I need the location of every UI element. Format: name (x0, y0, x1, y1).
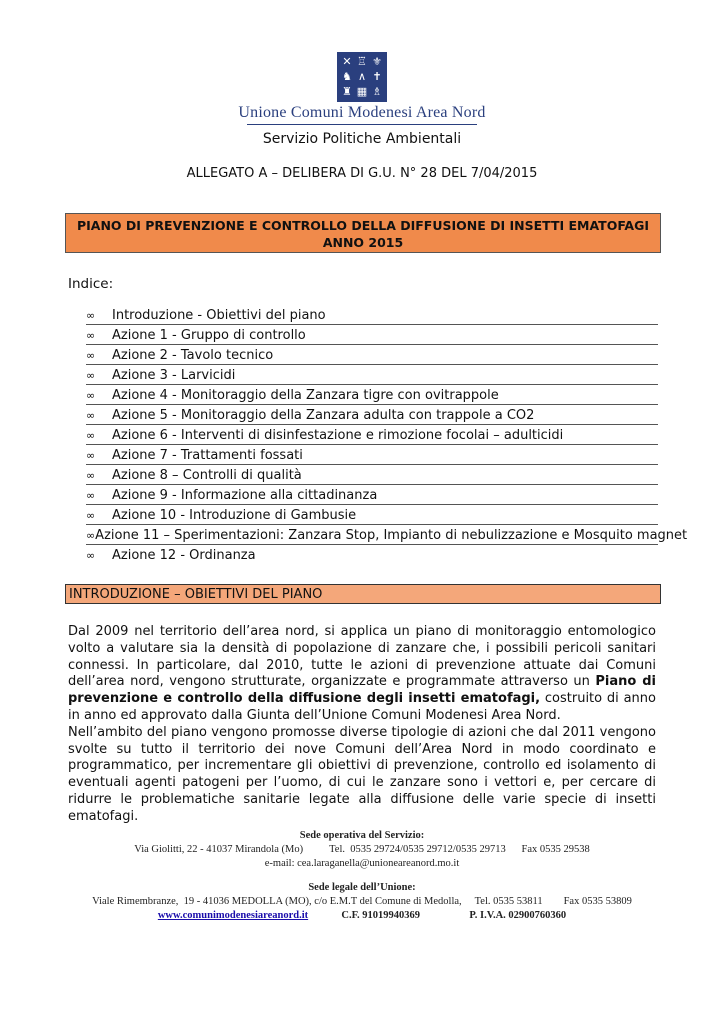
infinity-bullet-icon: ∞ (86, 429, 96, 442)
toc-item (86, 465, 658, 485)
infinity-bullet-icon: ∞ (86, 489, 96, 502)
logo-emblem-icon: ✕ (342, 55, 352, 68)
intro-body (68, 624, 656, 826)
toc-item-label: Introduzione - Obiettivi del piano (112, 308, 326, 323)
toc-item-label: Azione 12 - Ordinanza (112, 548, 256, 563)
codice-fiscale: C.F. 91019940369 (341, 910, 421, 921)
toc-item (86, 365, 658, 385)
toc-item-label: Azione 6 - Interventi di disinfestazione e rimozione focolai – adulticidi (112, 428, 564, 443)
footer-email: e-mail: cea.laraganella@unioneareanord.mo.it (264, 858, 460, 869)
toc-item (86, 525, 688, 545)
toc-item (86, 445, 658, 465)
infinity-bullet-icon: ∞ (86, 409, 96, 422)
toc-item-label: Azione 5 - Monitoraggio della Zanzara adulta con trappole a CO2 (112, 408, 535, 423)
service-name: Servizio Politiche Ambientali (262, 131, 462, 147)
logo-emblem-icon: ♜ (342, 85, 352, 98)
footer-operativa-label (0, 830, 724, 841)
partita-iva: P. I.V.A. 02900760360 (469, 910, 567, 921)
toc-item (86, 325, 658, 345)
infinity-bullet-icon: ∞ (86, 509, 96, 522)
document-title-line1: PIANO DI PREVENZIONE E CONTROLLO DELLA DIFFUSIONE DI INSETTI EMATOFAGI (76, 218, 650, 233)
infinity-bullet-icon: ∞ (86, 369, 96, 382)
footer-legale-label (0, 882, 724, 893)
toc-item-label: Azione 7 - Trattamenti fossati (112, 448, 303, 463)
toc-item-label: Azione 9 - Informazione alla cittadinanza (112, 488, 378, 503)
union-logo (337, 52, 387, 102)
logo-emblem-icon: ▦ (356, 85, 368, 98)
logo-emblem-icon: ⚜ (372, 55, 382, 68)
toc-item (86, 385, 658, 405)
org-name: Unione Comuni Modenesi Area Nord (238, 104, 486, 121)
toc-item (86, 345, 658, 365)
footer-ids (0, 910, 724, 921)
toc-item (86, 505, 658, 525)
infinity-bullet-icon: ∞ (86, 309, 96, 322)
toc-item (86, 305, 658, 325)
toc-item-label: Azione 10 - Introduzione di Gambusie (112, 508, 357, 523)
intro-heading-box (65, 584, 661, 604)
logo-emblem-icon: ✝ (372, 70, 382, 83)
infinity-bullet-icon: ∞ (86, 329, 96, 342)
intro-paragraph-2: Nell’ambito del piano vengono promosse diverse tipologie di azioni che dal 2011 vengono svolte su tutto il territorio dei nove Comuni dell’Area Nord in modo coordinato e programmatico, per incrementare gli obiettivi di prevenzione, controllo ed isolamento di eventuali agenti patogeni per l’uomo, di cui le zanzare sono i vettori e, per cercare di ridurre le problematiche sanitarie legate alla diffusione delle varie specie di insetti ematofagi. (68, 724, 656, 824)
logo-emblem-icon: ♗ (372, 85, 382, 98)
footer-operativa-address: Via Giolitti, 22 - 41037 Mirandola (Mo) Tel. 0535 29724/0535 29712/0535 29713 Fax 0535 29538 (134, 844, 590, 855)
intro-heading: INTRODUZIONE – OBIETTIVI DEL PIANO (69, 587, 323, 602)
org-underline (247, 124, 477, 125)
table-of-contents (86, 305, 688, 564)
toc-item (86, 545, 658, 564)
toc-item-label: Azione 3 - Larvicidi (112, 368, 236, 383)
footer-legale-address: Viale Rimembranze, 19 - 41036 MEDOLLA (MO), c/o E.M.T del Comune di Medolla, Tel. 0535 53811 Fax 0535 53809 (92, 896, 632, 907)
logo-wrap (0, 52, 724, 106)
paragraph1-text-end: costruito di anno in anno ed approvato dalla Giunta dell’Unione Comuni Modenesi Area Nord. (68, 691, 656, 723)
index-label: Indice: (68, 276, 114, 292)
infinity-bullet-icon: ∞ (86, 549, 96, 562)
toc-item (86, 485, 658, 505)
intro-paragraph-1 (68, 624, 656, 725)
toc-item-label: Azione 1 - Gruppo di controllo (112, 328, 306, 343)
toc-item-label: Azione 8 – Controlli di qualità (112, 468, 302, 483)
toc-item (86, 425, 658, 445)
logo-emblem-icon: ♞ (342, 70, 352, 83)
infinity-bullet-icon: ∞ (86, 349, 96, 362)
document-title-line2: ANNO 2015 (322, 235, 404, 250)
logo-emblem-icon: ∧ (357, 70, 367, 83)
document-title-box (65, 213, 661, 253)
toc-item-label: Azione 4 - Monitoraggio della Zanzara tigre con ovitrappole (112, 388, 499, 403)
infinity-bullet-icon: ∞ (86, 469, 96, 482)
infinity-bullet-icon: ∞ (86, 529, 96, 542)
allegato-line: ALLEGATO A – DELIBERA DI G.U. N° 28 DEL 7/04/2015 (186, 166, 538, 181)
sede-legale-label: Sede legale dell’Unione: (308, 882, 416, 893)
toc-item-label: Azione 11 – Sperimentazioni: Zanzara Stop, Impianto di nebulizzazione e Mosquito magnet (95, 528, 688, 543)
sede-operativa-label: Sede operativa del Servizio: (299, 830, 425, 841)
paragraph1-bold-text: Piano di prevenzione e controllo della diffusione degli insetti ematofagi, (68, 674, 656, 707)
website-link[interactable]: www.comunimodenesiareanord.it (157, 910, 309, 921)
logo-emblem-icon: ♖ (357, 55, 367, 68)
toc-item-label: Azione 2 - Tavolo tecnico (112, 348, 274, 363)
infinity-bullet-icon: ∞ (86, 449, 96, 462)
paragraph1-text-start: Dal 2009 nel territorio dell’area nord, si applica un piano di monitoraggio entomologico volto a valutare sia la densità di popolazione di zanzare che, i possibili pericoli sanitari connessi. In particolare, dal 2010, tutte le azioni di prevenzione attuate dai Comuni dell’area nord, vengono strutturate, organizzate e programmate attraverso un (68, 624, 656, 690)
infinity-bullet-icon: ∞ (86, 389, 96, 402)
toc-item (86, 405, 658, 425)
